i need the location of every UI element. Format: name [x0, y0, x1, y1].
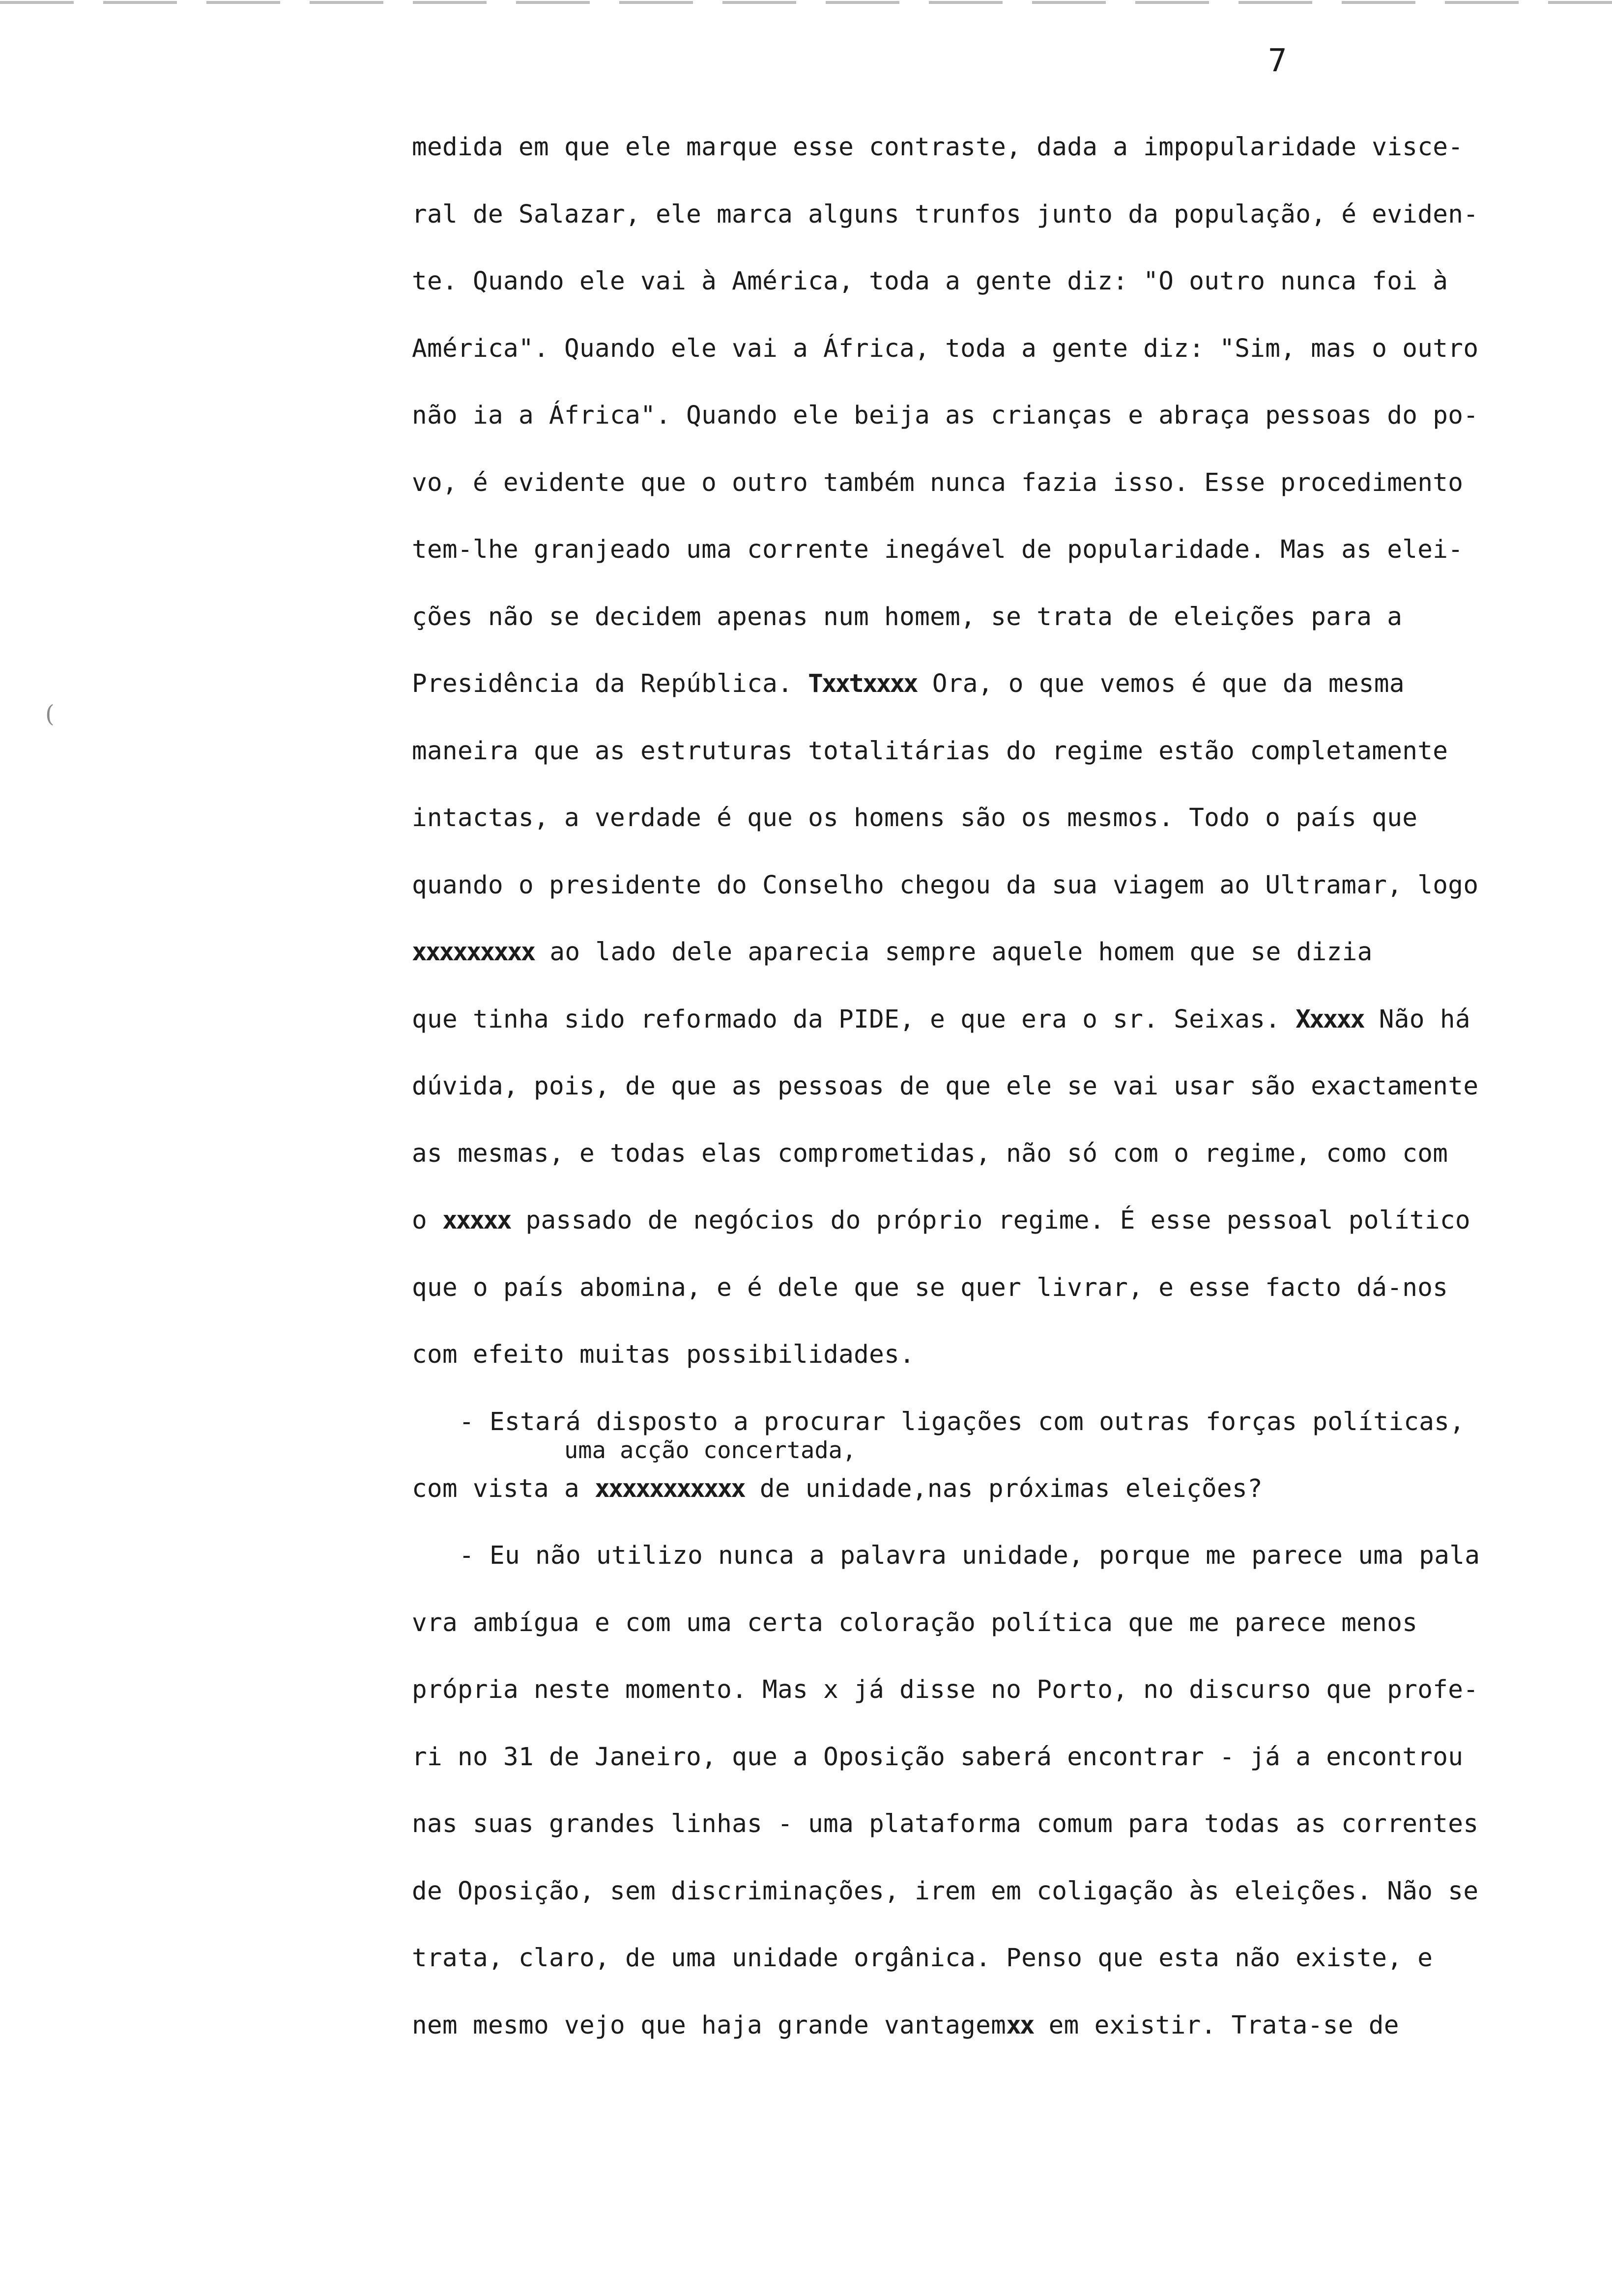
text-line — [412, 1925, 1606, 1992]
line-text-continued: Ora, o que vemos é que da mesma — [917, 669, 1405, 698]
line-text: trata, claro, de uma unidade orgânica. Penso que esta não existe, e — [412, 1944, 1433, 1973]
line-text: Presidência da República. — [412, 669, 808, 698]
line-text: América". Quando ele vai a África, toda a gente diz: "Sim, mas o outro — [412, 334, 1479, 363]
line-text: ri no 31 de Janeiro, que a Oposição saberá encontrar - já a encontrou — [412, 1742, 1464, 1772]
struck-out-text: Txxtxxxx — [808, 669, 917, 698]
line-text: quando o presidente do Conselho chegou da sua viagem ao Ultramar, logo — [412, 870, 1479, 900]
line-text: - Eu não utilizo nunca a palavra unidade, porque me parece uma pala — [459, 1541, 1480, 1570]
text-line — [412, 450, 1606, 517]
text-line — [412, 651, 1606, 718]
line-text-continued: passado de negócios do próprio regime. É esse pessoal político — [510, 1206, 1470, 1235]
struck-out-text: xxxxxxxxxxx — [595, 1474, 745, 1503]
text-line — [412, 1657, 1606, 1724]
text-line — [412, 517, 1606, 584]
line-text: com vista a — [412, 1474, 595, 1503]
text-line — [412, 1187, 1606, 1255]
line-text: com efeito muitas possibilidades. — [412, 1340, 915, 1369]
handwritten-insertion: uma acção concertada, — [564, 1437, 857, 1464]
text-line — [412, 1120, 1606, 1188]
line-text: te. Quando ele vai à América, toda a gente diz: "O outro nunca foi à — [412, 267, 1448, 296]
line-text: - Estará disposto a procurar ligações com outras forças políticas, — [459, 1407, 1465, 1436]
text-line — [412, 986, 1606, 1054]
text-line — [412, 1053, 1606, 1120]
text-line — [412, 1858, 1606, 1925]
typewritten-text-body — [412, 114, 1606, 2059]
line-text-continued: ao lado dele aparecia sempre aquele homem que se dizia — [534, 938, 1373, 967]
text-line — [412, 114, 1606, 181]
line-text: de Oposição, sem discriminações, irem em coligação às eleições. Não se — [412, 1876, 1479, 1906]
line-text: nem mesmo vejo que haja grande vantagem — [412, 2010, 1007, 2040]
line-text: medida em que ele marque esse contraste, dada a impopularidade visce- — [412, 133, 1464, 162]
page-number: 7 — [1268, 43, 1287, 79]
line-text: as mesmas, e todas elas comprometidas, não só com o regime, como com — [412, 1139, 1448, 1168]
text-line — [412, 382, 1606, 450]
struck-out-text: Xxxxx — [1295, 1004, 1364, 1034]
line-text: vra ambígua e com uma certa coloração política que me parece menos — [412, 1608, 1418, 1637]
line-text: tem-lhe granjeado uma corrente inegável de popularidade. Mas as elei- — [412, 535, 1464, 564]
line-text-continued: Não há — [1363, 1004, 1470, 1034]
text-line — [412, 919, 1606, 986]
text-line — [412, 1465, 1606, 1522]
line-text: que o país abomina, e é dele que se quer livrar, e esse facto dá-nos — [412, 1273, 1448, 1302]
text-line — [412, 1590, 1606, 1657]
line-text-continued: de unidade,nas próximas eleições? — [744, 1474, 1263, 1503]
text-line — [412, 181, 1606, 249]
text-line — [412, 1522, 1606, 1590]
line-text: maneira que as estruturas totalitárias do regime estão completamente — [412, 736, 1448, 766]
line-text: vo, é evidente que o outro também nunca fazia isso. Esse procedimento — [412, 468, 1464, 497]
line-text: intactas, a verdade é que os homens são os mesmos. Todo o país que — [412, 804, 1418, 832]
text-line — [412, 1992, 1606, 2060]
struck-out-text: xx — [1006, 2010, 1034, 2040]
text-line — [412, 718, 1606, 785]
line-text: nas suas grandes linhas - uma plataforma comum para todas as correntes — [412, 1809, 1479, 1838]
text-line — [412, 1321, 1606, 1389]
text-line — [412, 584, 1606, 651]
stray-pencil-mark: ( — [45, 700, 55, 728]
struck-out-text: xxxxx — [442, 1206, 511, 1235]
text-line — [412, 1255, 1606, 1322]
text-line — [412, 785, 1606, 852]
text-line — [412, 316, 1606, 383]
text-line — [412, 852, 1606, 919]
line-text: ral de Salazar, ele marca alguns trunfos junto da população, é eviden- — [412, 200, 1479, 229]
line-text: que tinha sido reformado da PIDE, e que era o sr. Seixas. — [412, 1004, 1296, 1034]
line-text: o — [412, 1206, 443, 1235]
line-text: ções não se decidem apenas num homem, se trata de eleições para a — [412, 602, 1403, 631]
text-line — [412, 1724, 1606, 1791]
line-text-continued: em existir. Trata-se de — [1033, 2010, 1399, 2040]
top-edge-rule — [0, 1, 1612, 4]
line-text: própria neste momento. Mas x já disse no Porto, no discurso que profe- — [412, 1675, 1479, 1704]
struck-out-text: xxxxxxxxx — [412, 938, 535, 967]
line-text: dúvida, pois, de que as pessoas de que ele se vai usar são exactamente — [412, 1072, 1479, 1101]
text-line — [412, 248, 1606, 316]
text-line — [412, 1791, 1606, 1858]
line-text: não ia a África". Quando ele beija as crianças e abraça pessoas do po- — [412, 401, 1479, 430]
